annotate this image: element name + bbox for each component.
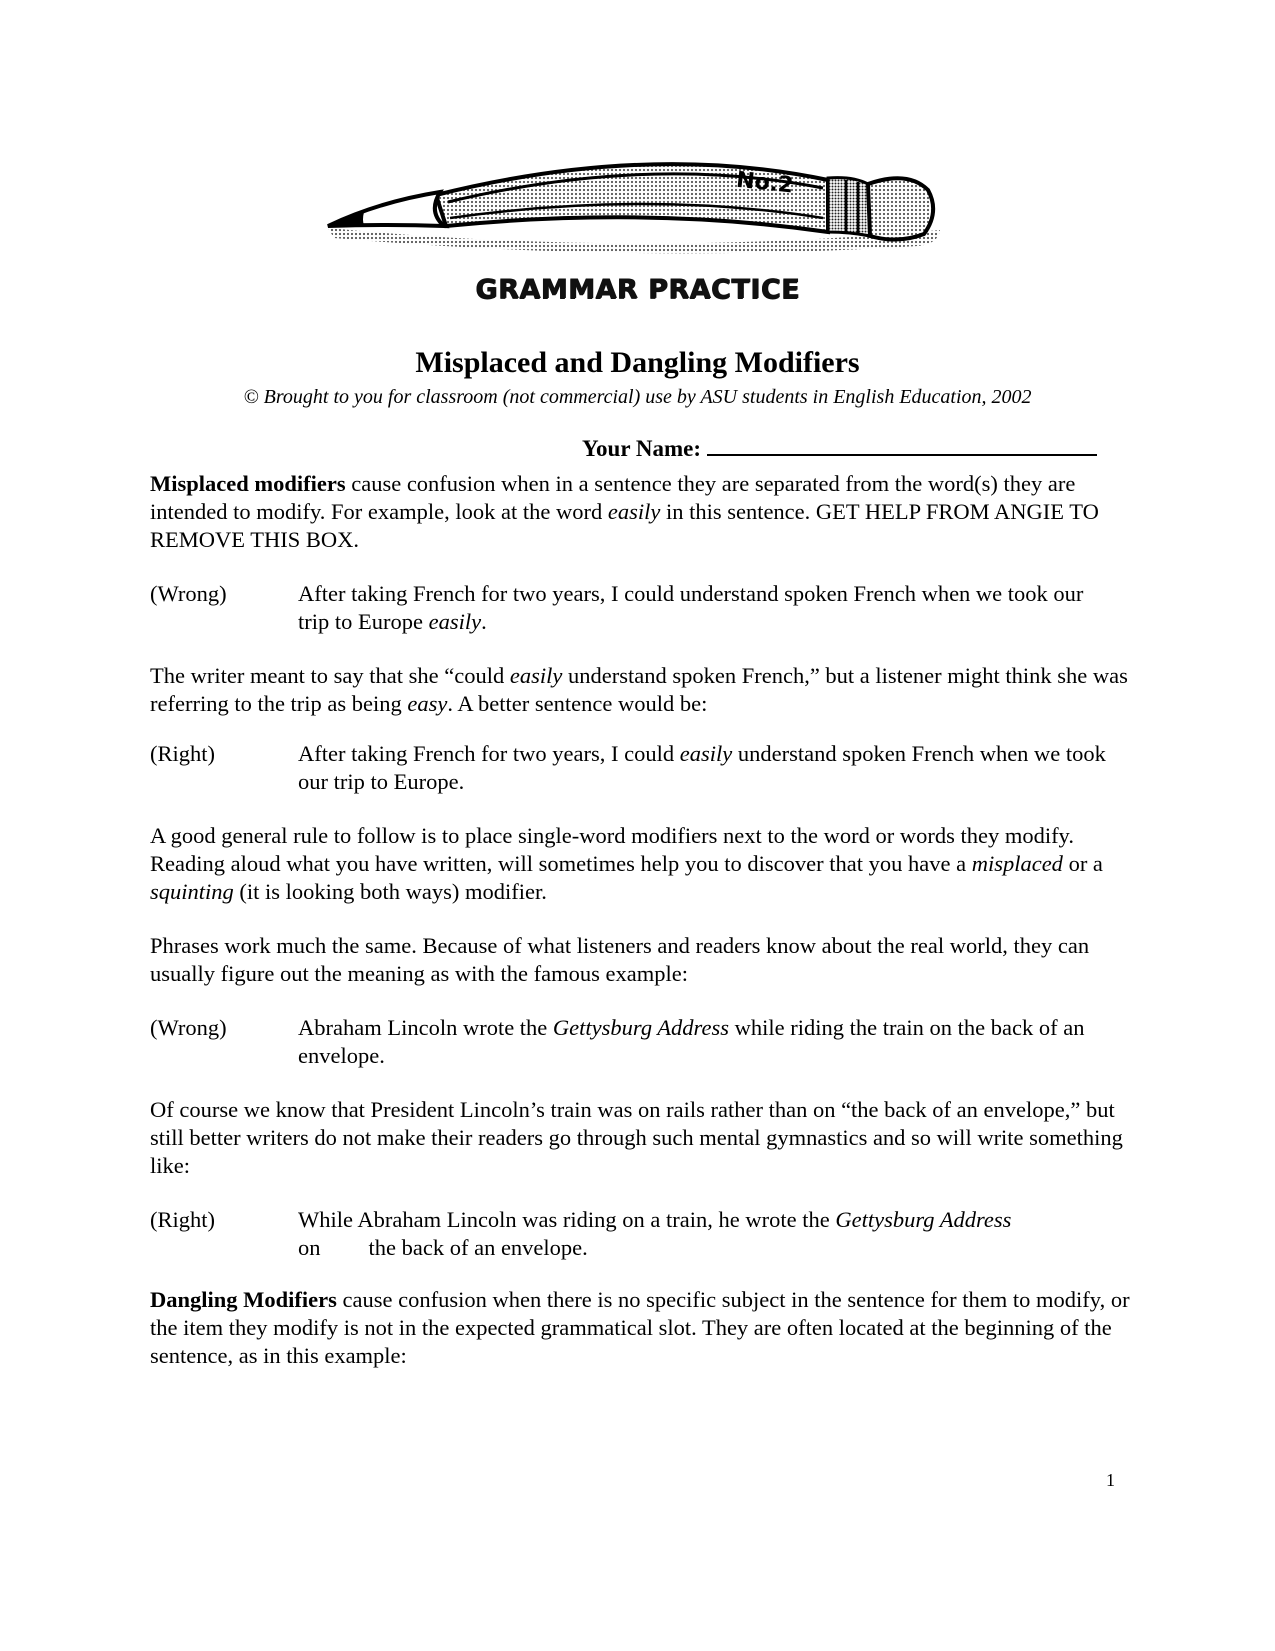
- paragraph-phrases: Phrases work much the same. Because of what listeners and readers know about the real world, they can usually figure out the meaning as with the famous example:: [150, 933, 1090, 986]
- example-text: After taking French for two years, I could understand spoken French when we took our trip to Europe easily.: [298, 581, 1084, 634]
- your-name-label: Your Name:: [582, 436, 702, 461]
- copyright-subtitle: © Brought to you for classroom (not commercial) use by ASU students in English Education, 2002: [243, 386, 1032, 408]
- example-label: (Wrong): [150, 581, 227, 606]
- name-blank-line: [707, 434, 1097, 456]
- paragraph-explanation: The writer meant to say that she “could easily understand spoken French,” but a listener might think she was referring to the trip as being easy. A better sentence would be:: [150, 663, 1128, 716]
- page-title: Misplaced and Dangling Modifiers: [415, 346, 860, 379]
- paragraph-general-rule: A good general rule to follow is to place single-word modifiers next to the word or words they modify. Reading aloud what you have written, will sometimes help you to discover that you have a misplaced or a squinting (it is looking both ways) modifier.: [150, 823, 1103, 904]
- example-text: After taking French for two years, I could easily understand spoken French when we took our trip to Europe.: [298, 741, 1106, 794]
- example-label: (Wrong): [150, 1015, 227, 1040]
- example-label: (Right): [150, 1207, 215, 1232]
- example-text: While Abraham Lincoln was riding on a train, he wrote the Gettysburg Address on the back of an envelope.: [298, 1207, 1012, 1260]
- page-number: 1: [1106, 1470, 1115, 1490]
- example-text: Abraham Lincoln wrote the Gettysburg Address while riding the train on the back of an envelope.: [298, 1015, 1085, 1068]
- paragraph-misplaced-intro: Misplaced modifiers cause confusion when in a sentence they are separated from the word(s) they are intended to modify. For example, look at the word easily in this sentence. GET HELP FROM ANGIE TO REMOVE THIS BOX.: [150, 471, 1099, 552]
- your-name-field: [582, 434, 1097, 462]
- banner-heading: GRAMMAR PRACTICE: [475, 274, 800, 305]
- paragraph-dangling-intro: Dangling Modifiers cause confusion when there is no specific subject in the sentence for them to modify, or the item they modify is not in the expected grammatical slot. They are often located at the beginning of the sentence, as in this example:: [150, 1287, 1130, 1368]
- pencil-logo-text: No.2: [735, 167, 795, 199]
- example-label: (Right): [150, 741, 215, 766]
- term-dangling-modifiers: Dangling Modifiers: [150, 1287, 337, 1312]
- pencil-logo-image: [318, 140, 958, 260]
- term-misplaced-modifiers: Misplaced modifiers: [150, 471, 346, 496]
- paragraph-lincoln: Of course we know that President Lincoln’s train was on rails rather than on “the back of an envelope,” but still better writers do not make their readers go through such mental gymnastics and so will write something like:: [150, 1097, 1123, 1178]
